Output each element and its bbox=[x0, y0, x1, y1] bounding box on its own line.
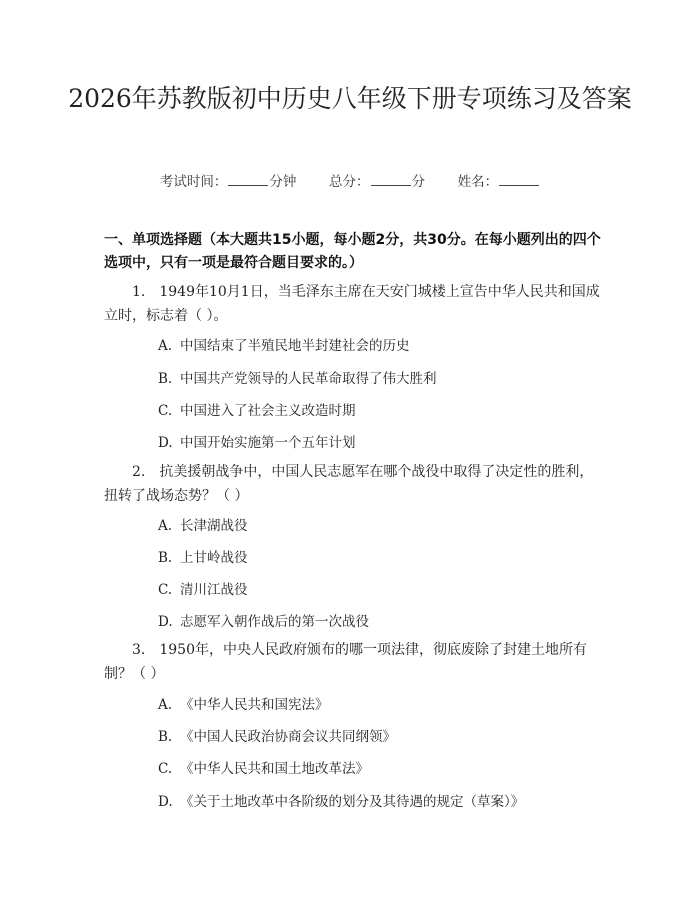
question-2-option-d bbox=[158, 610, 369, 630]
question-3-option-a bbox=[158, 693, 329, 713]
option-text: 中国共产党领导的人民革命取得了伟大胜利 bbox=[180, 371, 437, 387]
option-letter: A. bbox=[158, 518, 173, 534]
score-blank bbox=[371, 173, 411, 186]
option-letter: B. bbox=[158, 371, 173, 387]
question-1-option-b bbox=[158, 367, 437, 387]
question-1: 1. 1949年10月1日，当毛泽东主席在天安门城楼上宣告中华人民共和国成立时，标志着（ ）。 bbox=[104, 284, 600, 324]
option-letter: D. bbox=[158, 794, 173, 810]
question-3-option-c bbox=[158, 757, 369, 777]
option-letter: A. bbox=[158, 697, 173, 713]
question-2-option-a bbox=[158, 514, 248, 534]
question-2: 2. 抗美援朝战争中，中国人民志愿军在哪个战役中取得了决定性的胜利，扭转了战场态势？（ ） bbox=[104, 464, 594, 504]
document-title: 2026年苏教版初中历史八年级下册专项练习及答案 bbox=[68, 84, 632, 113]
time-label: 考试时间： bbox=[159, 174, 228, 190]
question-1-option-d bbox=[158, 431, 356, 451]
option-letter: C. bbox=[158, 761, 173, 777]
question-1-option-c bbox=[158, 399, 356, 419]
question-3: 3. 1950年，中央人民政府颁布的哪一项法律，彻底废除了封建土地所有制？（ ） bbox=[104, 642, 587, 682]
option-text: 《中华人民共和国宪法》 bbox=[180, 697, 329, 713]
name-blank bbox=[499, 173, 539, 186]
time-blank bbox=[228, 173, 268, 186]
section-heading: 一、单项选择题（本大题共15小题，每小题2分，共30分。在每小题列出的四个选项中，只有一项是最符合题目要求的。） bbox=[104, 232, 601, 271]
question-2-option-b bbox=[158, 546, 248, 566]
question-3-option-d bbox=[158, 790, 524, 810]
question-1-option-a bbox=[158, 334, 410, 354]
question-2-option-c bbox=[158, 578, 248, 598]
option-letter: C. bbox=[158, 403, 173, 419]
option-text: 清川江战役 bbox=[180, 582, 248, 598]
option-text: 《中华人民共和国土地改革法》 bbox=[180, 761, 369, 777]
option-text: 长津湖战役 bbox=[180, 518, 248, 534]
score-label: 总分： bbox=[329, 174, 370, 190]
name-label: 姓名： bbox=[457, 174, 499, 190]
question-3-option-b bbox=[158, 725, 396, 745]
option-text: 《关于土地改革中各阶级的划分及其待遇的规定（草案）》 bbox=[180, 794, 525, 810]
option-text: 《中国人民政治协商会议共同纲领》 bbox=[180, 729, 396, 745]
time-unit: 分钟 bbox=[269, 174, 297, 190]
option-text: 中国进入了社会主义改造时期 bbox=[180, 403, 356, 419]
option-text: 中国结束了半殖民地半封建社会的历史 bbox=[180, 338, 410, 354]
option-letter: B. bbox=[158, 729, 173, 745]
option-text: 中国开始实施第一个五年计划 bbox=[180, 435, 356, 451]
option-letter: C. bbox=[158, 582, 173, 598]
score-unit: 分 bbox=[411, 174, 425, 190]
option-letter: A. bbox=[158, 338, 173, 354]
option-letter: D. bbox=[158, 435, 173, 451]
option-text: 志愿军入朝作战后的第一次战役 bbox=[180, 614, 369, 630]
option-letter: D. bbox=[158, 614, 173, 630]
option-text: 上甘岭战役 bbox=[180, 550, 248, 566]
option-letter: B. bbox=[158, 550, 173, 566]
exam-meta bbox=[0, 170, 700, 190]
